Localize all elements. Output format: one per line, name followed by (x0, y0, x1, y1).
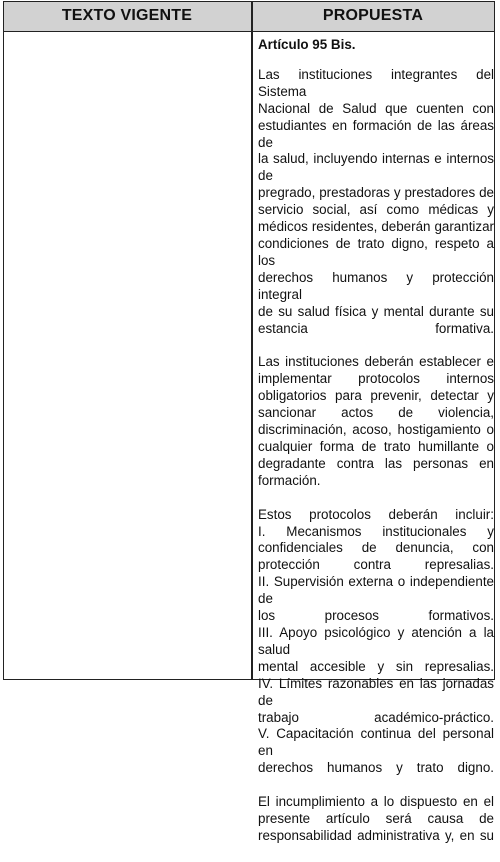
text-line: El incumplimiento a lo dispuesto en el (258, 794, 494, 810)
text-line: Estos protocolos deberán incluir: (258, 506, 494, 522)
text-line: de su salud física y mental durante su (258, 303, 494, 319)
text-line: III. Apoyo psicológico y atención a la salud (258, 625, 494, 657)
comparison-table (3, 1, 495, 843)
text-line: la salud, incluyendo internas e internos de (258, 151, 494, 184)
header-texto-vigente: TEXTO VIGENTE (61, 7, 193, 24)
text-line: Las instituciones deberán establecer e (258, 354, 494, 370)
text-line: implementar protocolos internos (258, 371, 494, 387)
column-divider (251, 2, 253, 679)
paragraph-1 (258, 67, 494, 338)
text-line: protección contra represalias. (258, 557, 494, 573)
paragraph-2 (258, 354, 494, 489)
text-line: trabajo académico-práctico. (258, 709, 494, 725)
article-title: Artículo 95 Bis. (258, 37, 356, 52)
paragraph-4 (258, 794, 494, 845)
text-line: sancionar actos de violencia, (258, 405, 494, 421)
text-line: cualquier forma de trato humillante o (258, 438, 494, 454)
text-line: responsabilidad administrativa y, en su (258, 827, 494, 843)
text-line: presente artículo será causa de (258, 811, 494, 827)
text-line: discriminación, acoso, hostigamiento o (258, 422, 494, 438)
text-line: pregrado, prestadoras y prestadores de (258, 185, 494, 201)
text-line: Las instituciones integrantes del Sistema (258, 66, 494, 99)
text-line: estudiantes en formación de las áreas de (258, 117, 494, 150)
text-line: confidenciales de denuncia, con (258, 540, 494, 556)
paragraph-3 (258, 507, 494, 778)
text-line: V. Capacitación continua del personal en (258, 726, 494, 759)
text-line: obligatorios para prevenir, detectar y (258, 388, 494, 404)
header-propuesta: PROPUESTA (322, 7, 424, 24)
text-line: Nacional de Salud que cuenten con (258, 100, 494, 116)
text-line: estancia formativa. (258, 320, 494, 336)
text-line: IV. Límites razonables en las jornadas de (258, 675, 494, 708)
text-line: médicos residentes, deberán garantizar (258, 219, 494, 235)
text-line: derechos humanos y trato digno. (258, 760, 494, 776)
text-line: derechos humanos y protección integral (258, 269, 494, 302)
text-line: los procesos formativos. (258, 608, 494, 624)
text-line: condiciones de trato digno, respeto a los (258, 235, 494, 268)
propuesta-cell (258, 35, 494, 862)
text-line: formación. (258, 472, 321, 488)
text-line: degradante contra las personas en (258, 455, 494, 471)
text-line: I. Mecanismos institucionales y (258, 523, 494, 539)
text-line: mental accesible y sin represalias. (258, 658, 494, 674)
text-line: servicio social, así como médicas y (258, 202, 494, 218)
text-line: II. Supervisión externa o independiente de (258, 574, 494, 607)
table-header-row (4, 2, 494, 32)
